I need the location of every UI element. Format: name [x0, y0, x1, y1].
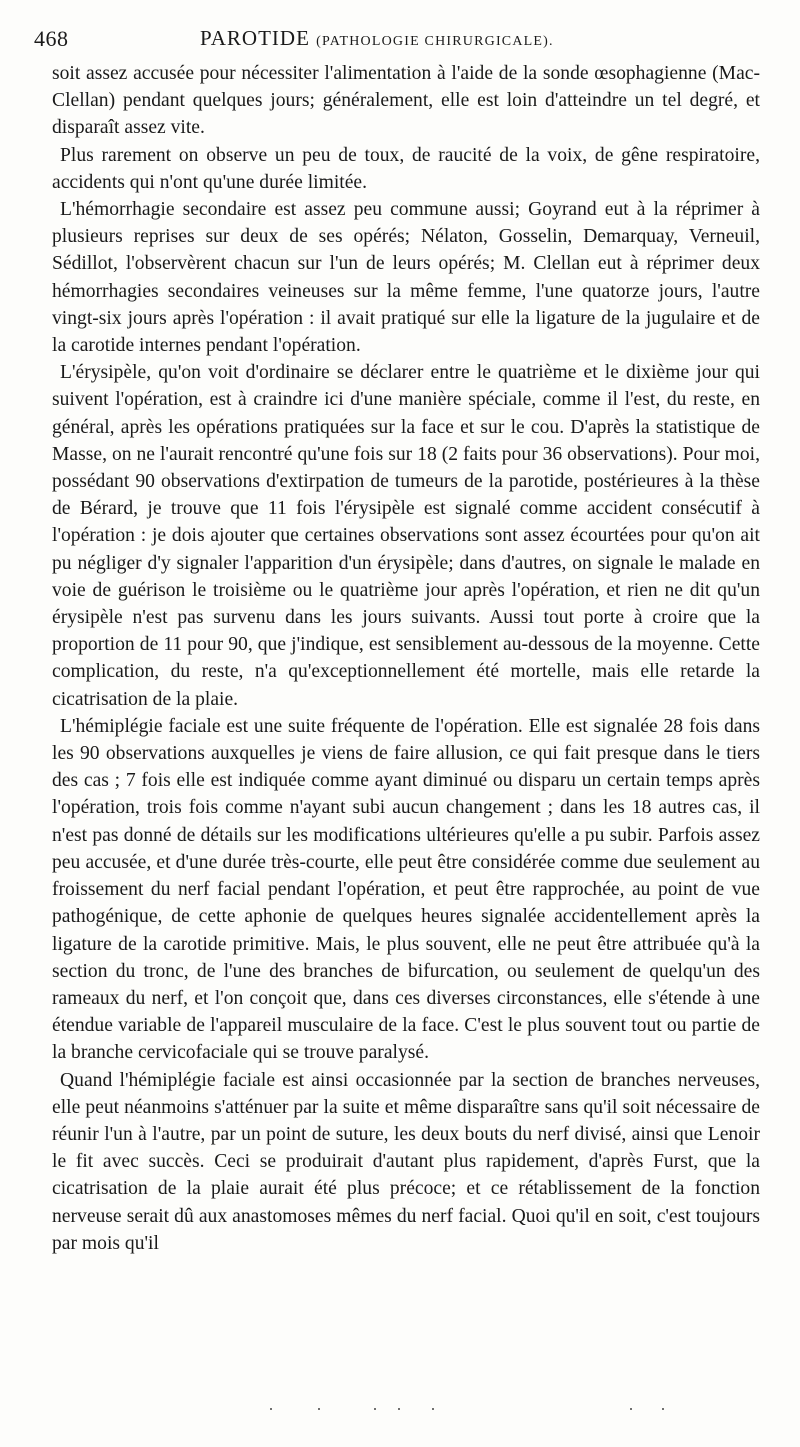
print-specks [270, 1404, 690, 1416]
paragraph-erysipele: L'érysipèle, qu'on voit d'ordinaire se déclarer entre le quatrième et le dixième jour qui suivent l'opération, est à craindre ici d'une manière spéciale, comme il l'est, du reste, en général, après les opérations pratiquées sur la face et sur le cou. D'après la statistique de Masse, on ne l'aurait rencontré qu'une fois sur 18 (2 faits pour 36 observations). Pour moi, possédant 90 observations d'extirpation de tumeurs de la parotide, postérieures à la thèse de Bérard, je trouve que 11 fois l'érysipèle est signalé comme accident consécutif à l'opération : je dois ajouter que certaines observations sont assez écourtées pour qu'on ait pu négliger d'y signaler l'apparition d'un érysipèle; dans d'autres, on signale le malade en voie de guérison le troisième ou le quatrième jour après l'opération, et rien ne dit qu'un érysipèle n'est pas survenu dans les jours suivants. Aussi tout porte à croire que la proportion de 11 pour 90, que j'indique, est sensiblement au-dessous de la moyenne. Cette complication, du reste, n'a qu'exceptionnellement été mortelle, mais elle retarde la cicatrisation de la plaie. [52, 362, 760, 710]
running-head [200, 26, 554, 51]
paragraph-continuation: soit assez accusée pour nécessiter l'alimentation à l'aide de la sonde œsophagienne (Mac-Clellan) pendant quelques jours; généralement, elle est loin d'atteindre un tel degré, et disparaît assez vite. [52, 63, 760, 139]
running-head-title: PAROTIDE [200, 26, 310, 50]
body-text [52, 60, 760, 1257]
paragraph-hemiplegie: L'hémiplégie faciale est une suite fréquente de l'opération. Elle est signalée 28 fois dans les 90 observations auxquelles je viens de faire allusion, ce qui fait presque dans le tiers des cas ; 7 fois elle est indiquée comme ayant diminué ou disparu un certain temps après l'opération, trois fois comme n'ayant subi aucun changement ; dans les 18 autres cas, il n'est pas donné de détails sur les modifications ultérieures qu'elle a pu subir. Parfois assez peu accusée, et d'une durée très-courte, elle peut être considérée comme due seulement au froissement du nerf facial pendant l'opération, et peut être rapprochée, au point de vue pathogénique, de cette aphonie de quelques heures signalée accidentellement après la ligature de la carotide primitive. Mais, le plus souvent, elle ne peut être attribuée qu'à la section du tronc, de l'une des branches de bifurcation, ou seulement de quelqu'un des rameaux du nerf, et l'on conçoit que, dans ces diverses circonstances, elle s'étende à une étendue variable de l'appareil musculaire de la face. C'est le plus souvent tout ou partie de la branche cervicofaciale qui se trouve paralysé. [52, 715, 760, 1064]
paragraph-section-nerveuse: Quand l'hémiplégie faciale est ainsi occasionnée par la section de branches nerveuses, elle peut néanmoins s'atténuer par la suite et même disparaître sans qu'il soit nécessaire de réunir l'un à l'autre, par un point de suture, les deux bouts du nerf divisé, ainsi que Lenoir le fit avec succès. Ceci se produirait d'autant plus rapidement, d'après Furst, que la cicatrisation de la plaie aurait été plus précoce; et ce rétablissement de la fonction nerveuse serait dû aux anastomoses mêmes du nerf facial. Quoi qu'il en soit, c'est toujours par mois qu'il [52, 1069, 760, 1254]
page-number: 468 [34, 26, 69, 51]
paragraph-hemorrhagie: L'hémorrhagie secondaire est assez peu commune aussi; Goyrand eut à la réprimer à plusieurs reprises sur deux de ses opérés; Nélaton, Gosselin, Demarquay, Verneuil, Sédillot, l'observèrent chacun sur l'un de leurs opérés; M. Clellan eut à réprimer deux hémorrhagies secondaires veineuses sur la même femme, l'une quatorze jours, l'autre vingt-six jours après l'opération : il avait pratiqué sur elle la ligature de la jugulaire et de la carotide internes pendant l'opération. [52, 199, 760, 357]
running-head-subtitle: (PATHOLOGIE CHIRURGICALE). [316, 34, 554, 49]
paragraph-toux: Plus rarement on observe un peu de toux, de raucité de la voix, de gêne respiratoire, accidents qui n'ont qu'une durée limitée. [52, 144, 760, 193]
page-header [34, 26, 754, 56]
